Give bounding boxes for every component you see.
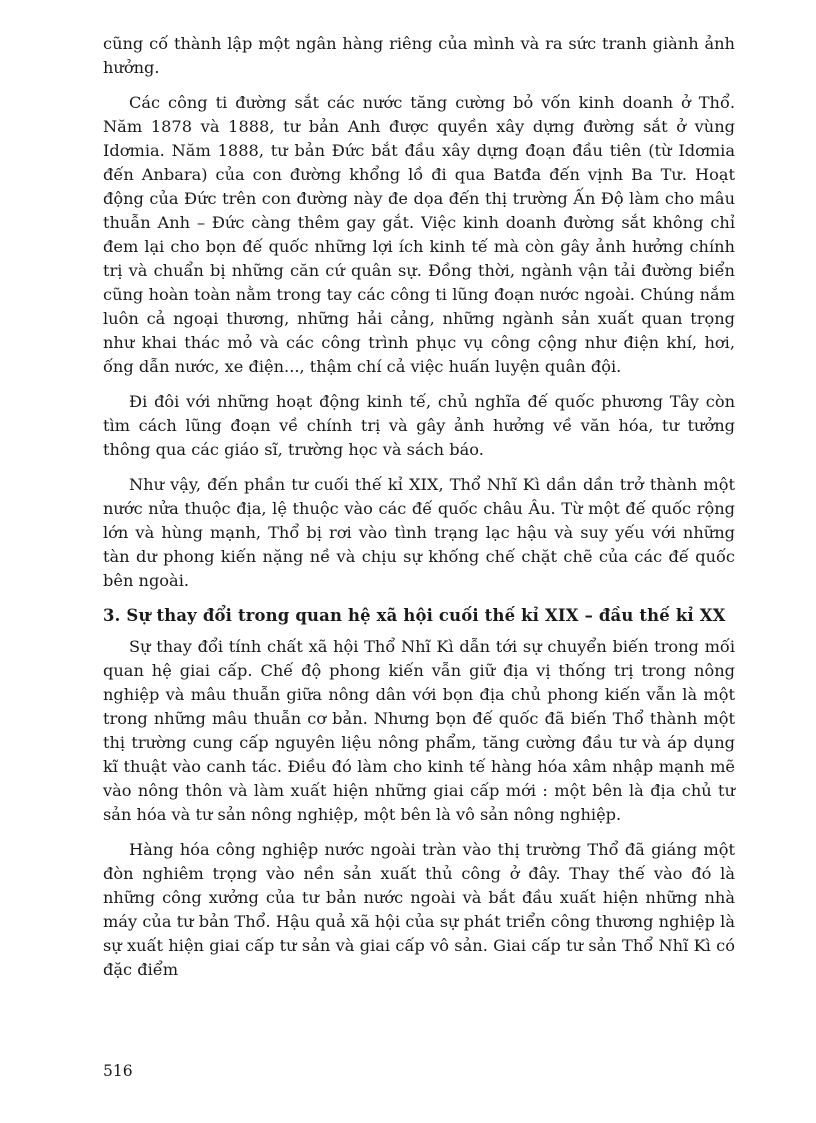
paragraph-class-change: Sự thay đổi tính chất xã hội Thổ Nhĩ Kì dẫn tới sự chuyển biến trong mối quan hệ giai cấp. Chế độ phong kiến vẫn giữ địa vị thống trị trong nông nghiệp và mâu thuẫn giữa nông dân với bọn địa chủ phong kiến vẫn là một trong những mâu thuẫn cơ bản. Nhưng bọn đế quốc đã biến Thổ thành một thị trường cung cấp nguyên liệu nông phẩm, tăng cường đầu tư và áp dụng kĩ thuật vào canh tác. Điều đó làm cho kinh tế hàng hóa xâm nhập mạnh mẽ vào nông thôn và làm xuất hiện những giai cấp mới : một bên là địa chủ tư sản hóa và tư sản nông nghiệp, một bên là vô sản nông nghiệp. [103, 637, 735, 824]
paragraph-continued: cũng cố thành lập một ngân hàng riêng của mình và ra sức tranh giành ảnh hưởng. [103, 34, 735, 77]
section-heading: 3. Sự thay đổi trong quan hệ xã hội cuối thế kỉ XIX – đầu thế kỉ XX [103, 606, 726, 625]
page-number: 516 [103, 1062, 133, 1080]
page-body [103, 32, 735, 993]
paragraph-semi-colony: Như vậy, đến phần tư cuối thế kỉ XIX, Thổ Nhĩ Kì dần dần trở thành một nước nửa thuộc địa, lệ thuộc vào các đế quốc châu Âu. Từ một đế quốc rộng lớn và hùng mạnh, Thổ bị rơi vào tình trạng lạc hậu và suy yếu với những tàn dư phong kiến nặng nề và chịu sự khống chế chặt chẽ của các đế quốc bên ngoài. [103, 475, 735, 590]
paragraph-political-influence: Đi đôi với những hoạt động kinh tế, chủ nghĩa đế quốc phương Tây còn tìm cách lũng đoạn về chính trị và gây ảnh hưởng về văn hóa, tư tưởng thông qua các giáo sĩ, trường học và sách báo. [103, 392, 735, 459]
paragraph-railways: Các công ti đường sắt các nước tăng cường bỏ vốn kinh doanh ở Thổ. Năm 1878 và 1888, tư bản Anh được quyền xây dựng đường sắt ở vùng Idơmia. Năm 1888, tư bản Đức bắt đầu xây dựng đoạn đầu tiên (từ Idơmia đến Anbara) của con đường khổng lồ đi qua Batđa đến vịnh Ba Tư. Hoạt động của Đức trên con đường này đe dọa đến thị trường Ấn Độ làm cho mâu thuẫn Anh – Đức càng thêm gay gắt. Việc kinh doanh đường sắt không chỉ đem lại cho bọn đế quốc những lợi ích kinh tế mà còn gây ảnh hưởng chính trị và chuẩn bị những căn cứ quân sự. Đồng thời, ngành vận tải đường biển cũng hoàn toàn nằm trong tay các công ti lũng đoạn nước ngoài. Chúng nắm luôn cả ngoại thương, những hải cảng, những ngành sản xuất quan trọng như khai thác mỏ và các công trình phục vụ công cộng như điện khí, hơi, ống dẫn nước, xe điện..., thậm chí cả việc huấn luyện quân đội. [103, 93, 735, 376]
paragraph-industrial-goods: Hàng hóa công nghiệp nước ngoài tràn vào thị trường Thổ đã giáng một đòn nghiêm trọng vào nền sản xuất thủ công ở đây. Thay thế vào đó là những công xưởng của tư bản nước ngoài và bắt đầu xuất hiện những nhà máy của tư bản Thổ. Hậu quả xã hội của sự phát triển công thương nghiệp là sự xuất hiện giai cấp tư sản và giai cấp vô sản. Giai cấp tư sản Thổ Nhĩ Kì có đặc điểm [103, 840, 735, 979]
